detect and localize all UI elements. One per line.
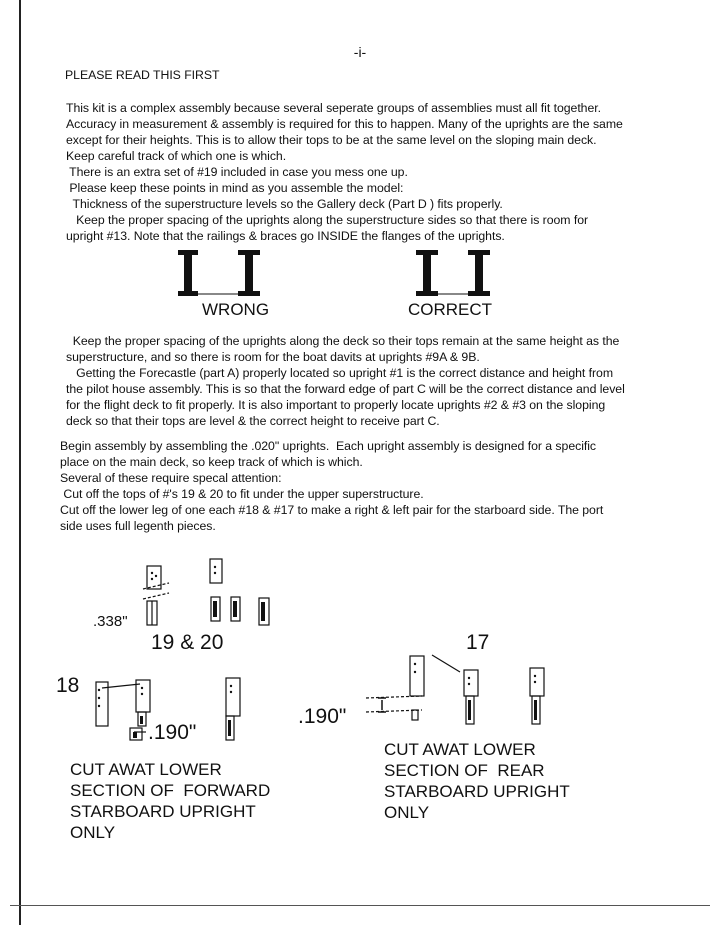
spacing-line: superstructure, and so there is room for the boat davits at uprights #9A & 9B. — [66, 350, 480, 364]
wrong-label: WRONG — [202, 300, 270, 319]
assembly-line: Cut off the tops of #'s 19 & 20 to fit under the upper superstructure. — [60, 487, 424, 501]
intro-line: There is an extra set of #19 included in case you mess one up. — [66, 165, 408, 179]
heading: PLEASE READ THIS FIRST — [65, 68, 220, 82]
caption-right-line: ONLY — [384, 803, 430, 822]
label-19-20: 19 & 20 — [151, 631, 224, 654]
caption-right-line: STARBOARD UPRIGHT — [384, 782, 570, 801]
correct-label: CORRECT — [408, 300, 493, 319]
page-border-left — [19, 0, 21, 925]
caption-right-line: SECTION OF REAR — [384, 761, 545, 780]
caption-left-line: ONLY — [70, 823, 116, 842]
caption-left-line: STARBOARD UPRIGHT — [70, 802, 256, 821]
intro-line: Keep the proper spacing of the uprights along the superstructure sides so that there is room for — [66, 213, 589, 227]
page-number: -i- — [353, 44, 367, 60]
page-border-bottom — [10, 905, 710, 906]
assembly-line: side uses full legenth pieces. — [60, 519, 216, 533]
intro-line: Keep careful track of which one is which. — [66, 149, 287, 163]
intro-line: Thickness of the superstructure levels so the Gallery deck (Part D ) fits properly. — [66, 197, 503, 211]
label-17: 17 — [466, 631, 490, 654]
upright-19-20-figure — [125, 555, 285, 635]
spacing-line: for the flight deck to fit properly. It is also important to properly locate uprights #2 & #3 on the sloping — [66, 398, 606, 412]
intro-line: upright #13. Note that the railings & braces go INSIDE the flanges of the uprights. — [66, 229, 505, 243]
assembly-line: Several of these require specal attention: — [60, 471, 282, 485]
caption-left-line: CUT AWAT LOWER — [70, 760, 222, 779]
assembly-line: Cut off the lower leg of one each #18 & #17 to make a right & left pair for the starboard side. The port — [60, 503, 604, 517]
intro-line: except for their heights. This is to allow their tops to be at the same level on the sloping main deck. — [66, 133, 597, 147]
caption-right-line: CUT AWAT LOWER — [384, 740, 536, 759]
label-18: 18 — [56, 674, 80, 697]
assembly-line: Begin assembly by assembling the .020" uprights. Each upright assembly is designed for a specific — [60, 439, 597, 453]
intro-line: This kit is a complex assembly because several seperate groups of assemblies must all fit together. — [66, 101, 601, 115]
spacing-line: Keep the proper spacing of the uprights along the deck so their tops remain at the same height as the — [66, 334, 620, 348]
dimension-338: .338" — [93, 613, 128, 630]
dimension-190-right: .190" — [298, 705, 347, 728]
spacing-line: the pilot house assembly. This is so that the forward edge of part C will be the correct distance and level — [66, 382, 625, 396]
dimension-190-left: .190" — [148, 721, 197, 744]
correct-ibeam-diagram — [408, 248, 508, 302]
spacing-line: Getting the Forecastle (part A) properly located so upright #1 is the correct distance and height from — [66, 366, 614, 380]
intro-line: Please keep these points in mind as you assemble the model: — [66, 181, 404, 195]
spacing-line: deck so that their tops are level & the correct height to receive part C. — [66, 414, 440, 428]
assembly-line: place on the main deck, so keep track of which is which. — [60, 455, 363, 469]
upright-17-figure — [360, 650, 560, 730]
intro-line: Accuracy in measurement & assembly is required for this to happen. Many of the uprights are the same — [66, 117, 623, 131]
wrong-ibeam-diagram — [172, 248, 272, 302]
caption-left-line: SECTION OF FORWARD — [70, 781, 271, 800]
